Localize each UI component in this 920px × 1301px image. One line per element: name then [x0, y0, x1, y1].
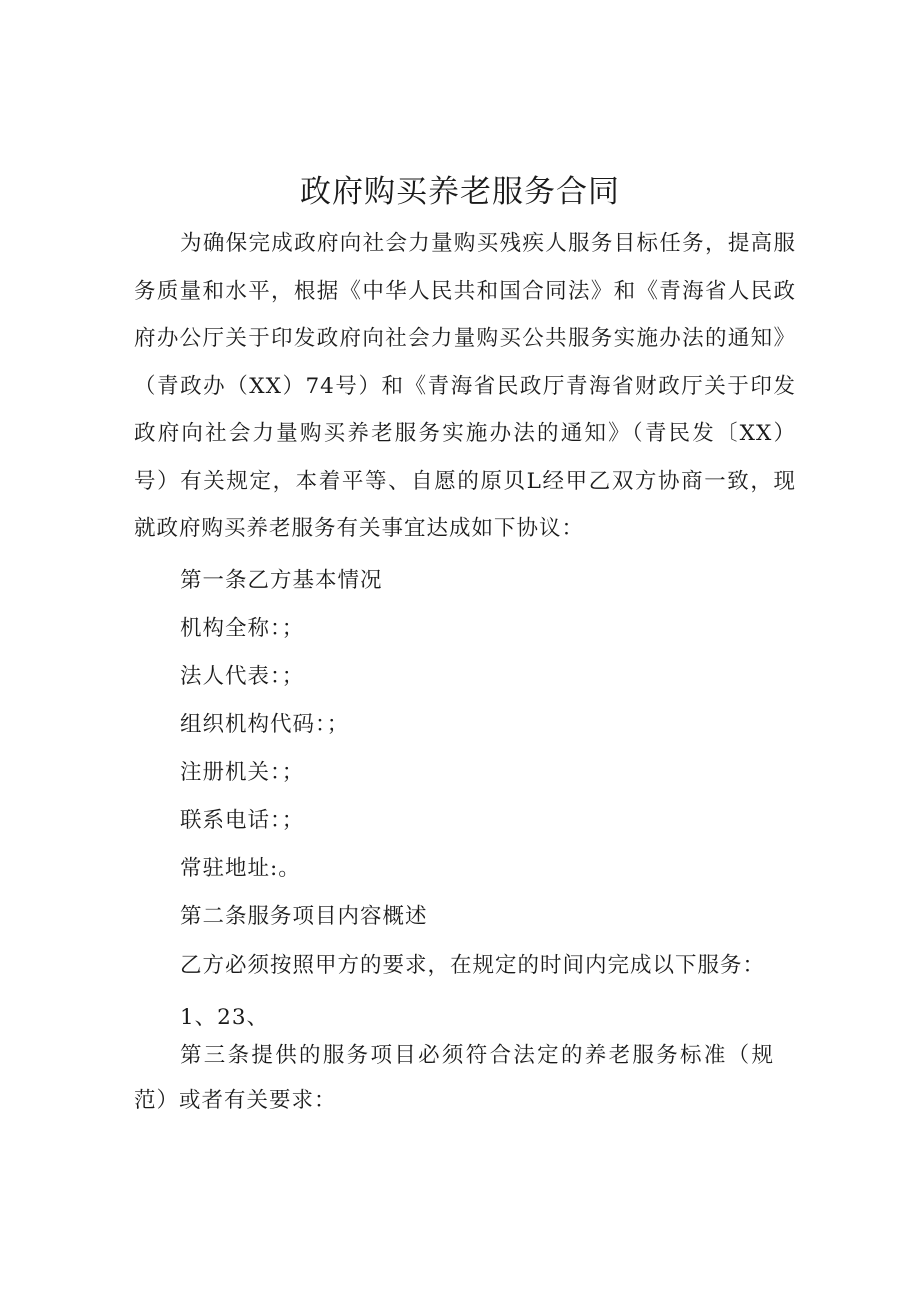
article2-text: 乙方必须按照甲方的要求，在规定的时间内完成以下服务：: [180, 953, 766, 978]
article3-paragraph: 第三条提供的服务项目必须符合法定的养老服务标准（规范）或者有关要求：: [134, 1043, 774, 1113]
field-org-name: 机构全称：；: [180, 616, 305, 641]
article2-items: 1、23、: [180, 1005, 270, 1030]
field-legal-rep: 法人代表：；: [180, 664, 305, 689]
article1-heading: 第一条乙方基本情况: [180, 568, 383, 593]
field-address: 常驻地址:。: [180, 856, 301, 881]
document-title: 政府购买养老服务合同: [300, 174, 620, 210]
intro-paragraph: 为确保完成政府向社会力量购买残疾人服务目标任务，提高服务质量和水平，根据《中华人民共和国合同法》和《青海省人民政府办公厅关于印发政府向社会力量购买公共服务实施办法的通知》（青政办（XX）74号）和《青海省民政厅青海省财政厅关于印发政府向社会力量购买养老服务实施办法的通知》（青民发〔XX）号）有关规定，本着平等、自愿的原贝L经甲乙双方协商一致，现就政府购买养老服务有关事宜达成如下协议：: [134, 231, 796, 541]
article2-heading: 第二条服务项目内容概述: [180, 904, 428, 929]
field-phone: 联系电话：；: [180, 808, 305, 833]
field-org-code: 组织机构代码：；: [180, 712, 350, 737]
field-registry: 注册机关：；: [180, 760, 305, 785]
